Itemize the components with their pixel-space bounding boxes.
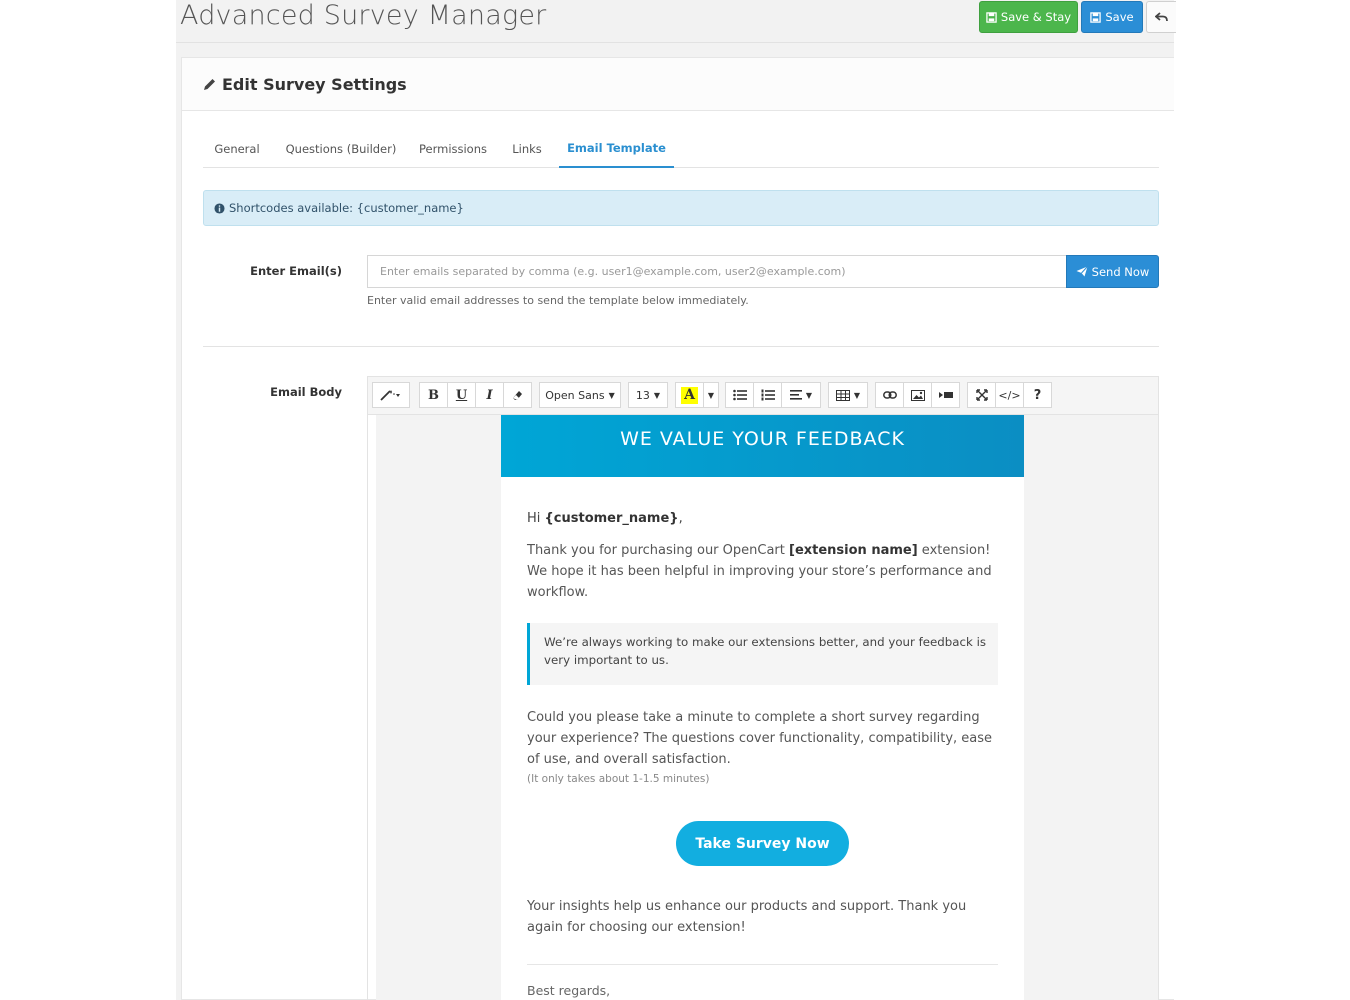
email-divider [527,964,998,965]
shortcodes-text: Shortcodes available: {customer_name} [229,201,464,215]
magic-wand-icon [380,389,402,401]
emails-help-text: Enter valid email addresses to send the template below immediately. [367,294,749,307]
font-size-value: 13 [635,388,650,402]
picture-icon [911,390,925,401]
save-and-stay-button[interactable] [979,1,1078,33]
page-container [176,0,1174,1000]
back-button[interactable] [1146,1,1176,33]
panel-heading [182,58,1174,111]
align-icon [790,390,802,400]
undo-icon [1155,11,1168,23]
pencil-icon [203,78,216,91]
font-family-value: Open Sans [545,388,605,402]
save-icon [986,12,997,23]
greeting-suffix: , [678,511,683,526]
image-button[interactable] [903,382,932,408]
greeting-prefix: Hi [527,511,545,526]
highlight-icon: A [681,387,698,404]
take-survey-button[interactable]: Take Survey Now [676,821,849,866]
email-duration-note: (It only takes about 1-1.5 minutes) [527,773,710,785]
save-and-stay-label: Save & Stay [1000,10,1072,24]
email-body-editor [367,376,1159,1000]
email-signoff: Best regards, [527,983,611,998]
panel-title: Edit Survey Settings [222,74,407,94]
caret-down-icon: ▼ [805,390,813,400]
link-icon [883,391,897,399]
email-paragraph-thanks [527,540,997,603]
thanks-text-a: Thank you for purchasing our OpenCart [527,543,789,558]
send-now-label: Send Now [1091,264,1150,279]
page-title: Advanced Survey Manager [180,0,547,31]
email-hero-banner: WE VALUE YOUR FEEDBACK [501,415,1024,477]
help-button[interactable] [1023,382,1052,408]
editor-canvas[interactable] [376,415,1158,1000]
highlight-color-button[interactable] [675,382,704,408]
tab-permissions[interactable]: Permissions [418,142,488,156]
header-divider [176,42,1174,43]
save-icon [1090,12,1101,23]
magic-style-button[interactable] [372,382,410,408]
email-paragraph-survey: Could you please take a minute to complete a short survey regarding your experience? The questions cover functionality, compatibility, ease of use, and overall satisfaction. [527,710,993,767]
unordered-list-button[interactable] [725,382,754,408]
code-icon: </> [998,388,1021,402]
table-dropdown[interactable] [828,382,868,408]
link-button[interactable] [875,382,904,408]
caret-down-icon: ▼ [608,390,615,400]
email-greeting [527,511,683,526]
color-dropdown-button[interactable] [703,382,719,408]
section-divider [203,346,1159,347]
settings-panel [181,57,1174,1000]
editor-toolbar [368,377,1158,415]
fullscreen-button[interactable] [967,382,996,408]
clear-format-button[interactable] [503,382,532,408]
email-body-label: Email Body [270,385,342,399]
video-button[interactable] [931,382,960,408]
shortcodes-alert [203,190,1159,226]
italic-button[interactable]: I [475,382,504,408]
question-icon: ? [1033,387,1042,403]
paper-plane-icon [1076,266,1088,277]
save-button[interactable] [1081,1,1143,33]
email-paragraph-closing: Your insights help us enhance our products and support. Thank you again for choosing our extension! [527,899,967,935]
underline-button[interactable]: U [447,382,476,408]
tab-general[interactable]: General [214,142,260,156]
code-view-button[interactable] [995,382,1024,408]
tab-links[interactable]: Links [512,142,542,156]
greeting-name: {customer_name} [544,511,679,526]
tab-questions-builder[interactable]: Questions (Builder) [285,142,397,156]
thanks-text-c: extension! We hope it has been helpful in improving your store’s performance and workflow. [527,543,992,600]
caret-down-icon: ▼ [707,390,715,400]
font-family-dropdown[interactable] [539,382,621,408]
info-icon [214,203,225,214]
tab-email-template[interactable]: Email Template [559,130,674,168]
table-icon [836,390,850,401]
list-icon [733,389,747,401]
video-icon [939,391,953,399]
emails-input[interactable]: Enter emails separated by comma (e.g. user1@example.com, user2@example.com) [367,255,1067,288]
extension-name-placeholder: [extension name] [789,543,918,558]
caret-down-icon: ▼ [653,390,661,400]
send-now-button[interactable] [1066,255,1159,288]
save-label: Save [1105,10,1134,24]
bold-button[interactable]: B [419,382,448,408]
tab-bar [203,130,1159,168]
expand-icon [976,389,988,401]
font-size-dropdown[interactable] [628,382,668,408]
emails-label: Enter Email(s) [250,264,342,278]
email-quote: We’re always working to make our extensions better, and your feedback is very important to us. [527,623,998,685]
numbered-list-icon [761,389,775,401]
caret-down-icon: ▼ [853,390,861,400]
ordered-list-button[interactable] [753,382,782,408]
email-preview [501,415,1024,1000]
paragraph-align-dropdown[interactable] [781,382,821,408]
eraser-icon [512,390,523,401]
